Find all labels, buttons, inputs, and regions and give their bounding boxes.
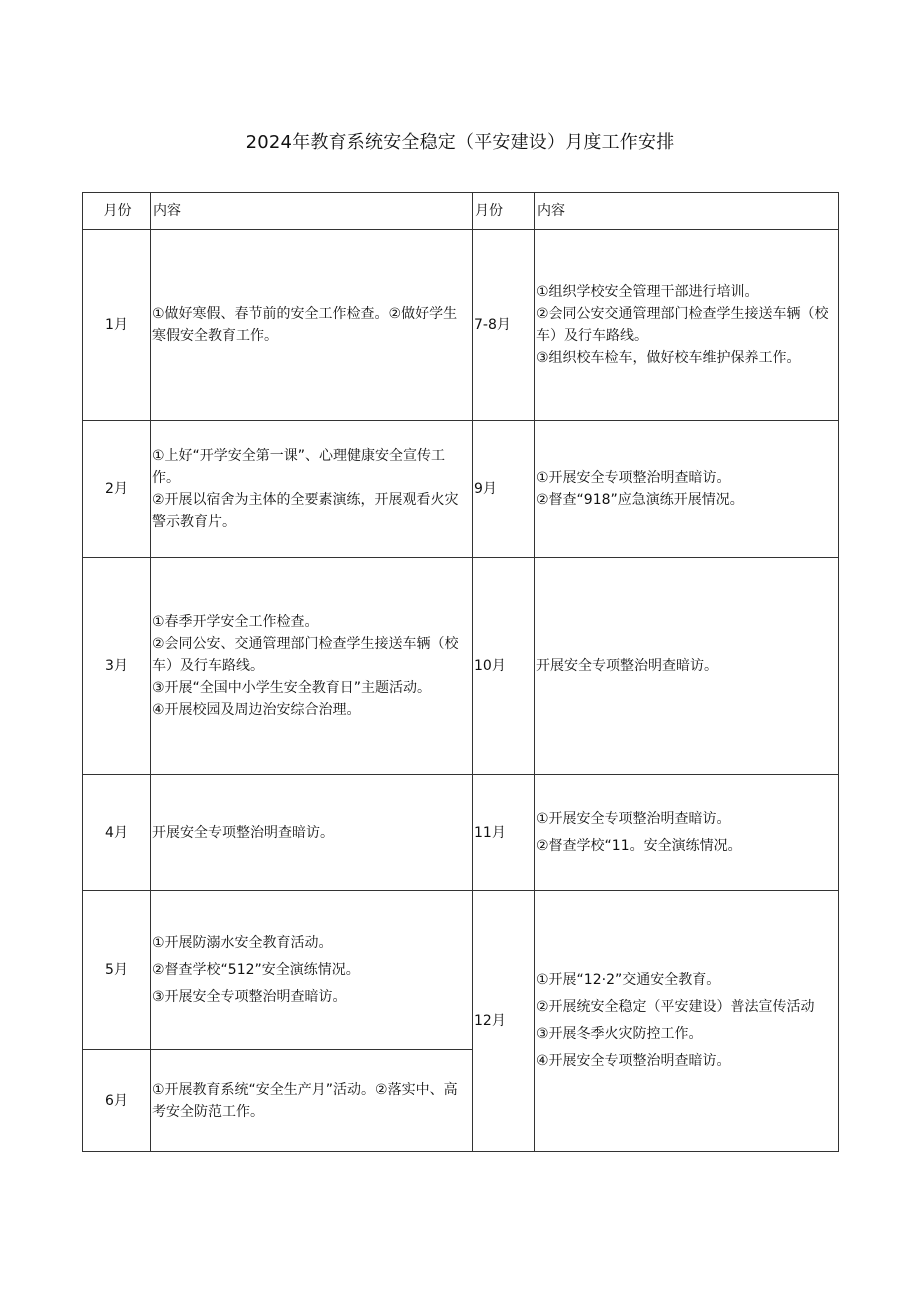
content-line: ①上好“开学安全第一课”、心理健康安全宣传工作。 [152,448,446,486]
month-feb: 2月 [83,421,151,558]
content-line: ①开展安全专项整治明查暗访。 [536,470,731,486]
month-oct: 10月 [473,558,535,775]
content-line: ①开展安全专项整治明查暗访。 [536,810,731,827]
content-apr: 开展安全专项整治明查暗访。 [151,775,473,891]
content-jan: ①做好寒假、春节前的安全工作检查。②做好学生寒假安全教育工作。 [151,230,473,421]
content-line: ①组织学校安全管理干部进行培训。 [536,284,759,300]
month-jul-aug: 7-8月 [473,230,535,421]
month-sep: 9月 [473,421,535,558]
month-dec: 12月 [473,891,535,1152]
table-row [83,558,839,775]
content-line: ②开展以宿舍为主体的全要素演练，开展观看火灾警示教育片。 [152,492,459,530]
content-oct: 开展安全专项整治明查暗访。 [535,558,839,775]
content-line: ③组织校车检车，做好校车维护保养工作。 [536,350,801,366]
header-content-left: 内容 [151,193,473,230]
content-line: ④开展校园及周边治安综合治理。 [152,702,361,718]
content-jun: ①开展教育系统“安全生产月”活动。②落实中、高考安全防范工作。 [151,1050,473,1152]
header-month-right: 月份 [473,193,535,230]
month-jan: 1月 [83,230,151,421]
content-line: ①春季开学安全工作检查。 [152,614,319,630]
content-dec [535,891,839,1152]
page-title: 2024年教育系统安全稳定（平安建设）月度工作安排 [245,132,675,153]
content-line: ①开展防溺水安全教育活动。 [152,934,333,951]
content-line: ②开展统安全稳定（平安建设）普法宣传活动 [536,999,815,1015]
table-row [83,891,839,1050]
month-nov: 11月 [473,775,535,891]
content-line: ①开展“12·2”交通安全教育。 [536,972,721,988]
table-row [83,421,839,558]
content-line: ②会同公安交通管理部门检查学生接送车辆（校车）及行车路线。 [536,306,829,344]
content-line: ④开展安全专项整治明查暗访。 [536,1053,731,1069]
table-row [83,230,839,421]
content-line: ②督查“918”应急演练开展情况。 [536,492,744,508]
schedule-table [82,192,839,1152]
content-may [151,891,473,1050]
content-nov [535,775,839,891]
content-line: ③开展“全国中小学生安全教育日”主题活动。 [152,680,432,696]
table-row [83,775,839,891]
content-line: ②督查学校“512”安全演练情况。 [152,961,360,978]
content-feb [151,421,473,558]
content-line: ②会同公安、交通管理部门检查学生接送车辆（校车）及行车路线。 [152,636,459,674]
content-jul-aug [535,230,839,421]
content-line: ③开展冬季火灾防控工作。 [536,1026,703,1042]
content-mar [151,558,473,775]
month-may: 5月 [83,891,151,1050]
month-jun: 6月 [83,1050,151,1152]
content-sep [535,421,839,558]
header-content-right: 内容 [535,193,839,230]
content-line: ③开展安全专项整治明查暗访。 [152,988,347,1005]
header-month-left: 月份 [83,193,151,230]
month-mar: 3月 [83,558,151,775]
table-header-row [83,193,839,230]
content-line: ②督查学校“11。安全演练情况。 [536,837,742,854]
month-apr: 4月 [83,775,151,891]
